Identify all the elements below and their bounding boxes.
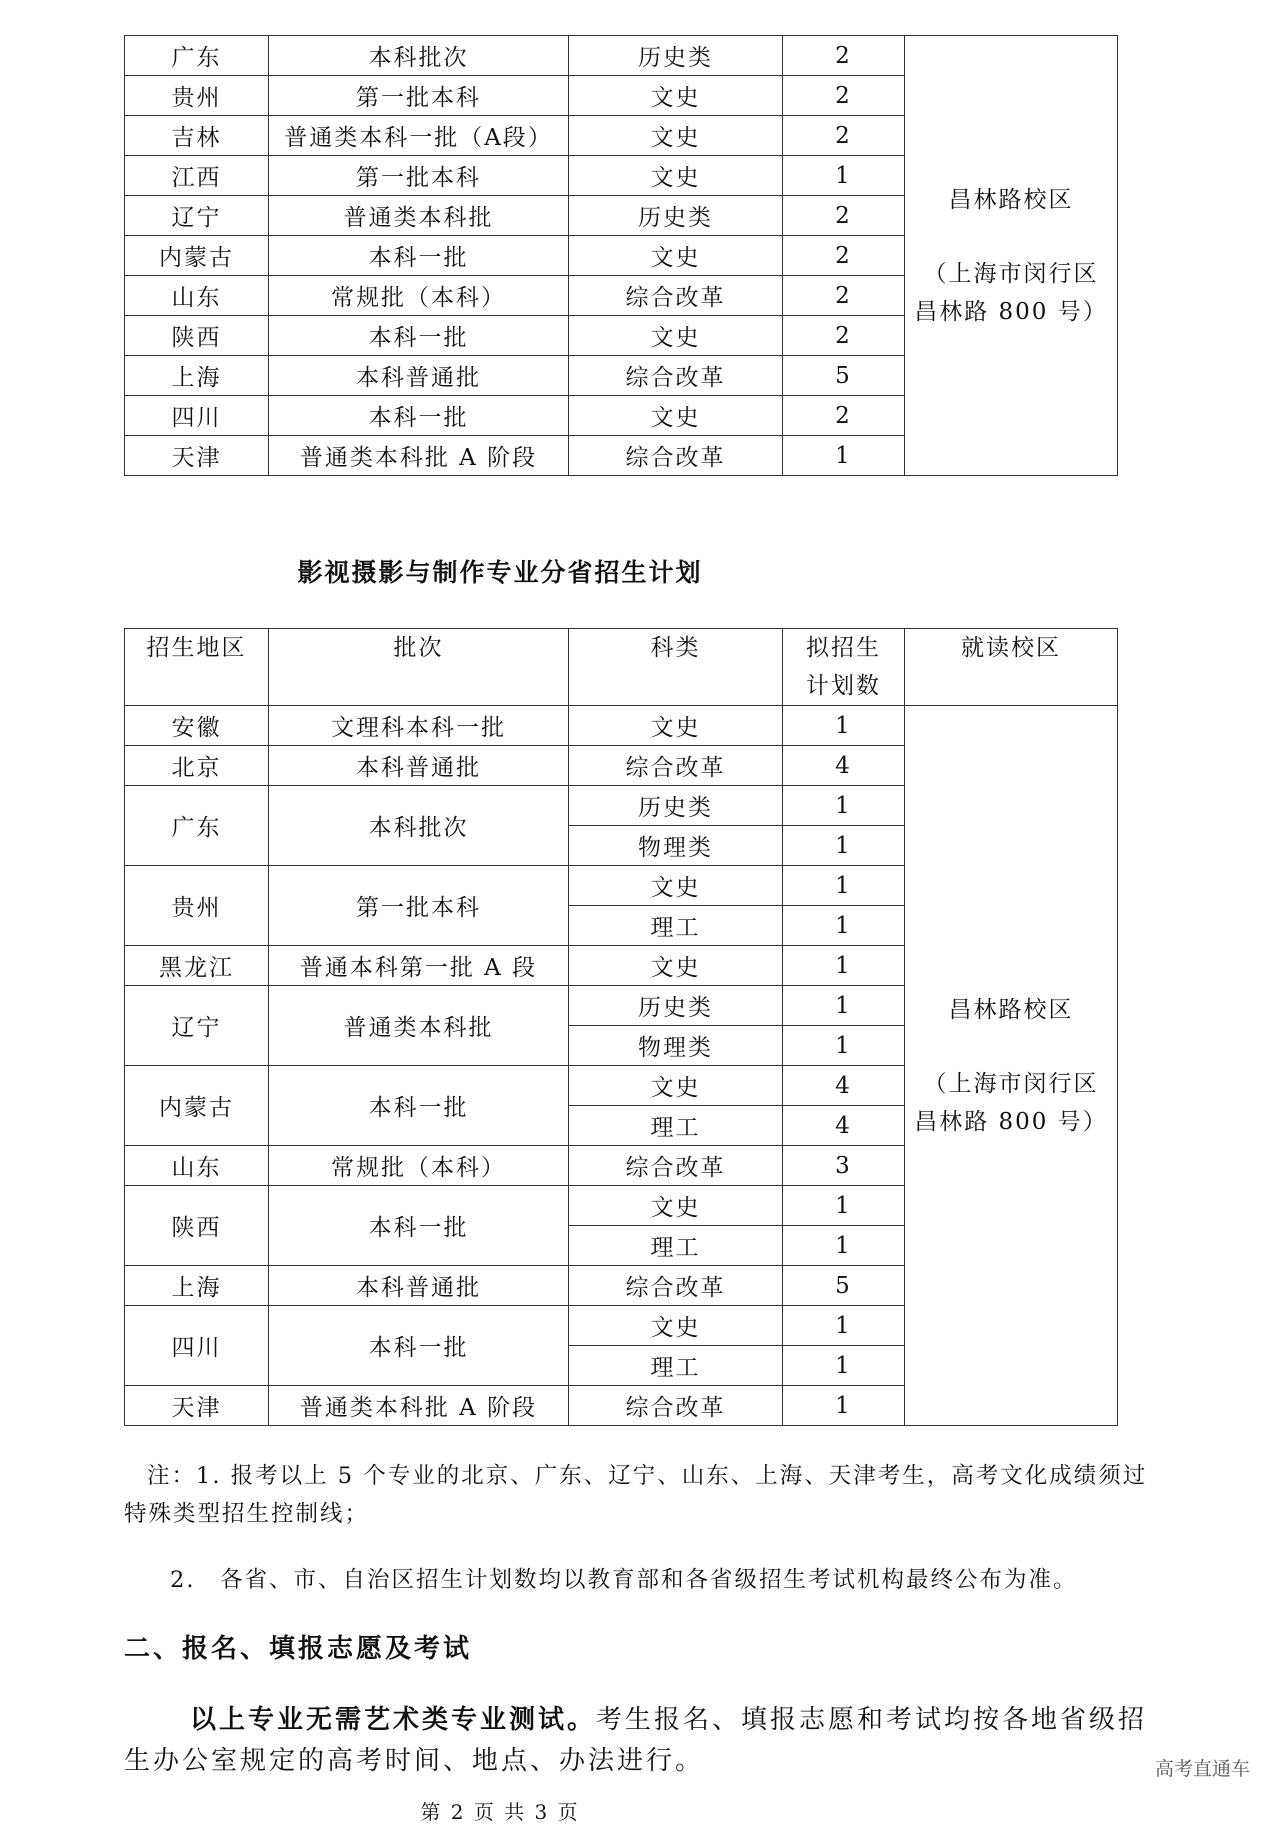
region-cell: 陕西: [125, 316, 269, 356]
table-row: [125, 36, 1118, 76]
category-cell: 历史类: [569, 986, 783, 1026]
category-cell: 文史: [569, 236, 783, 276]
batch-cell: 普通类本科一批（A段）: [269, 116, 569, 156]
category-cell: 理工: [569, 906, 783, 946]
plan-cell: 1: [783, 866, 905, 906]
region-cell: 广东: [125, 786, 269, 866]
section-paragraph: [124, 1700, 1164, 1782]
table-2-title: 影视摄影与制作专业分省招生计划: [297, 558, 703, 587]
region-cell: 广东: [125, 36, 269, 76]
plan-cell: 1: [783, 1386, 905, 1426]
category-cell: 综合改革: [569, 1386, 783, 1426]
region-cell: 北京: [125, 746, 269, 786]
category-cell: 综合改革: [569, 436, 783, 476]
paragraph-text: 考生报名、填报志愿和考试均按各地省级招生办公室规定的高考时间、地点、办法进行。: [124, 1705, 1148, 1776]
plan-cell: 1: [783, 826, 905, 866]
paragraph-bold: 以上专业无需艺术类专业测试。: [190, 1705, 597, 1735]
campus-cell: [905, 36, 1118, 476]
plan-cell: 5: [783, 356, 905, 396]
batch-cell: 本科普通批: [269, 746, 569, 786]
batch-cell: 常规批（本科）: [269, 1146, 569, 1186]
plan-cell: 2: [783, 316, 905, 356]
campus-address-line1: （上海市闵行区: [923, 260, 1099, 287]
section-heading: 二、报名、填报志愿及考试: [124, 1634, 473, 1664]
header-category: 科类: [569, 629, 783, 706]
header-region: 招生地区: [125, 629, 269, 706]
category-cell: 物理类: [569, 1026, 783, 1066]
category-cell: 综合改革: [569, 1266, 783, 1306]
campus-address-line2: 昌林路 800 号）: [914, 1108, 1108, 1135]
region-cell: 吉林: [125, 116, 269, 156]
region-cell: 贵州: [125, 76, 269, 116]
header-campus: 就读校区: [905, 629, 1118, 706]
note-1: 注：1. 报考以上 5 个专业的北京、广东、辽宁、山东、上海、天津考生，高考文化成绩须过特殊类型招生控制线；: [124, 1463, 1148, 1527]
batch-cell: 普通类本科批 A 阶段: [269, 436, 569, 476]
batch-cell: 本科批次: [269, 786, 569, 866]
batch-cell: 本科一批: [269, 316, 569, 356]
category-cell: 综合改革: [569, 746, 783, 786]
category-cell: 历史类: [569, 786, 783, 826]
region-cell: 安徽: [125, 706, 269, 746]
region-cell: 辽宁: [125, 196, 269, 236]
batch-cell: 普通本科第一批 A 段: [269, 946, 569, 986]
region-cell: 辽宁: [125, 986, 269, 1066]
plan-cell: 2: [783, 396, 905, 436]
region-cell: 天津: [125, 1386, 269, 1426]
plan-cell: 4: [783, 1066, 905, 1106]
plan-cell: 1: [783, 1346, 905, 1386]
batch-cell: 本科一批: [269, 1066, 569, 1146]
region-cell: 山东: [125, 1146, 269, 1186]
region-cell: 黑龙江: [125, 946, 269, 986]
plan-cell: 2: [783, 36, 905, 76]
enrollment-table-1: [124, 35, 1118, 476]
batch-cell: 普通类本科批 A 阶段: [269, 1386, 569, 1426]
region-cell: 陕西: [125, 1186, 269, 1266]
campus-address-line2: 昌林路 800 号）: [914, 298, 1108, 325]
batch-cell: 文理科本科一批: [269, 706, 569, 746]
table-row: [125, 706, 1118, 746]
category-cell: 文史: [569, 706, 783, 746]
page-footer: 第 2 页 共 3 页: [420, 1800, 580, 1824]
category-cell: 文史: [569, 316, 783, 356]
batch-cell: 本科普通批: [269, 356, 569, 396]
category-cell: 文史: [569, 1186, 783, 1226]
category-cell: 文史: [569, 946, 783, 986]
plan-cell: 1: [783, 986, 905, 1026]
enrollment-table-2: [124, 628, 1118, 1426]
campus-address-line1: （上海市闵行区: [923, 1070, 1099, 1097]
header-batch: 批次: [269, 629, 569, 706]
plan-cell: 4: [783, 746, 905, 786]
plan-cell: 1: [783, 156, 905, 196]
header-plan: 拟招生 计划数: [783, 629, 905, 706]
category-cell: 综合改革: [569, 356, 783, 396]
category-cell: 文史: [569, 866, 783, 906]
batch-cell: 本科批次: [269, 36, 569, 76]
batch-cell: 本科普通批: [269, 1266, 569, 1306]
plan-cell: 2: [783, 236, 905, 276]
category-cell: 历史类: [569, 36, 783, 76]
category-cell: 文史: [569, 116, 783, 156]
region-cell: 上海: [125, 1266, 269, 1306]
region-cell: 天津: [125, 436, 269, 476]
category-cell: 文史: [569, 1306, 783, 1346]
plan-cell: 1: [783, 1226, 905, 1266]
plan-cell: 3: [783, 1146, 905, 1186]
region-cell: 山东: [125, 276, 269, 316]
batch-cell: 本科一批: [269, 396, 569, 436]
plan-cell: 4: [783, 1106, 905, 1146]
category-cell: 理工: [569, 1226, 783, 1266]
batch-cell: 本科一批: [269, 1186, 569, 1266]
plan-cell: 1: [783, 1186, 905, 1226]
campus-name: 昌林路校区: [948, 186, 1074, 213]
plan-cell: 5: [783, 1266, 905, 1306]
category-cell: 理工: [569, 1106, 783, 1146]
category-cell: 文史: [569, 76, 783, 116]
region-cell: 内蒙古: [125, 1066, 269, 1146]
batch-cell: 普通类本科批: [269, 196, 569, 236]
region-cell: 四川: [125, 1306, 269, 1386]
category-cell: 文史: [569, 156, 783, 196]
plan-cell: 1: [783, 436, 905, 476]
batch-cell: 常规批（本科）: [269, 276, 569, 316]
plan-cell: 1: [783, 906, 905, 946]
region-cell: 内蒙古: [125, 236, 269, 276]
plan-cell: 1: [783, 706, 905, 746]
region-cell: 四川: [125, 396, 269, 436]
campus-cell: [905, 706, 1118, 1426]
batch-cell: 第一批本科: [269, 156, 569, 196]
category-cell: 历史类: [569, 196, 783, 236]
batch-cell: 本科一批: [269, 236, 569, 276]
note-2: 2. 各省、市、自治区招生计划数均以教育部和各省级招生考试机构最终公布为准。: [170, 1567, 1078, 1593]
region-cell: 贵州: [125, 866, 269, 946]
plan-cell: 2: [783, 116, 905, 156]
plan-cell: 1: [783, 786, 905, 826]
plan-cell: 1: [783, 946, 905, 986]
plan-cell: 2: [783, 76, 905, 116]
region-cell: 上海: [125, 356, 269, 396]
batch-cell: 本科一批: [269, 1306, 569, 1386]
batch-cell: 第一批本科: [269, 866, 569, 946]
plan-cell: 1: [783, 1306, 905, 1346]
category-cell: 综合改革: [569, 276, 783, 316]
region-cell: 江西: [125, 156, 269, 196]
category-cell: 综合改革: [569, 1146, 783, 1186]
table-header-row: [125, 629, 1118, 706]
batch-cell: 第一批本科: [269, 76, 569, 116]
watermark: 高考直通车: [1154, 1758, 1250, 1780]
category-cell: 理工: [569, 1346, 783, 1386]
plan-cell: 2: [783, 196, 905, 236]
category-cell: 文史: [569, 1066, 783, 1106]
batch-cell: 普通类本科批: [269, 986, 569, 1066]
campus-name: 昌林路校区: [948, 996, 1074, 1023]
category-cell: 物理类: [569, 826, 783, 866]
plan-cell: 1: [783, 1026, 905, 1066]
plan-cell: 2: [783, 276, 905, 316]
category-cell: 文史: [569, 396, 783, 436]
